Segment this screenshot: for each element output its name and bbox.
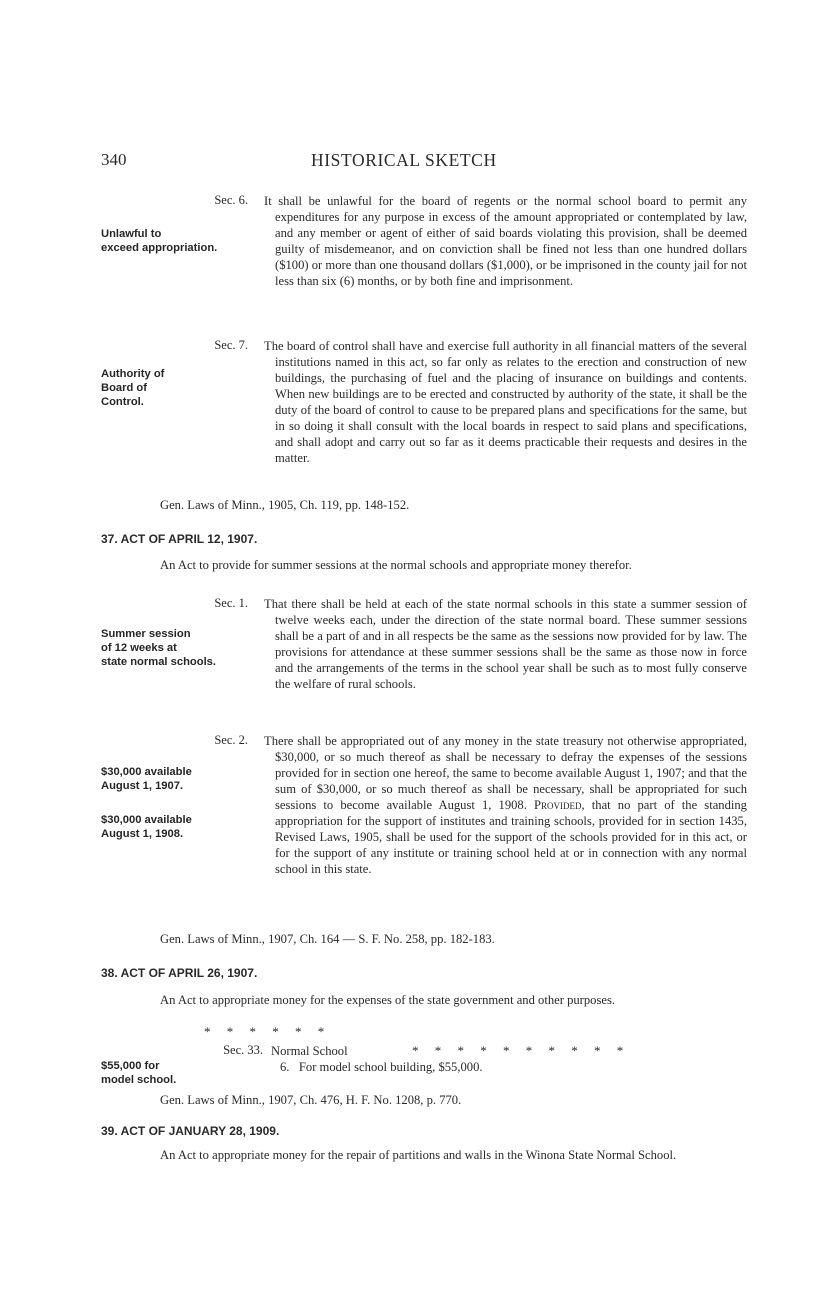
citation: Gen. Laws of Minn., 1905, Ch. 119, pp. 148-152. [160,498,410,512]
sec33-margin-note: $55,000 for model school. [101,1060,177,1086]
act-heading: 38. ACT OF APRIL 26, 1907. [101,966,258,980]
act-intro: An Act to appropriate money for the repair of partitions and walls in the Winona State Normal School. [160,1148,677,1162]
sec2-text: There shall be appropriated out of any money in the state treasury not otherwise appropriated, $30,000, or so much thereof as shall be necessary to defray the expenses of the sessions provided for in section one hereof, the same to become available August 1, 1907; and that the sum of $30,000, or so much thereof as shall be necessary, shall be appropriated for such sessions to become available August 1, 1908. Provided, that no part of the standing appropriation for the support of institutes and training schools, provided for in section 1435, Revised Laws, 1905, shall be used for the support of the schools provided for in this act, or for the support of any institute or training school held at or in connection with any normal school in this state. [264,734,747,876]
sec2-margin-note-1908: $30,000 available August 1, 1908. [101,814,192,840]
sec7-text: The board of control shall have and exercise full authority in all financial matters of the several institutions named in this act, so far only as relates to the erection and construction of new buildings, the purchasing of fuel and the placing of insurance on buildings and contents. When new buildings are to be erected and constructed by authority of the state, it shall be the duty of the board of control to cause to be prepared plans and specifications for the same, but in so doing it shall consult with the local boards in respect to said plans and specifications, and shall adopt and carry out so far as it deems practicable their requests and desires in the matter. [264,339,747,465]
sec1-label: Sec. 1. [214,596,248,610]
sec2-margin-note-1907: $30,000 available August 1, 1907. [101,766,192,792]
ellipsis-stars: * * * * * * [204,1024,325,1039]
citation: Gen. Laws of Minn., 1907, Ch. 164 — S. F. No. 258, pp. 182-183. [160,932,495,946]
sec33-name: Normal School [271,1044,348,1058]
sec7-margin-note: Authority of Board of Control. [101,368,165,408]
sec7-label: Sec. 7. [214,338,248,352]
sec1-text: That there shall be held at each of the state normal schools in this state a summer session of twelve weeks each, under the direction of the state normal board. These summer sessions shall be a part of and in all respects be the same as the sessions now provided for by law. The provisions for attendance at these summer sessions shall be the same as those now in force and the arrangements of the terms in the school year shall be such as to most fully conserve the welfare of rural schools. [264,597,747,691]
act-intro: An Act to appropriate money for the expenses of the state government and other purposes. [160,993,615,1007]
page-title: HISTORICAL SKETCH [311,150,497,170]
citation: Gen. Laws of Minn., 1907, Ch. 476, H. F. No. 1208, p. 770. [160,1093,462,1107]
sec1-margin-note: Summer session of 12 weeks at state normal schools. [101,628,217,668]
appropriation-item: 6. For model school building, $55,000. [280,1060,483,1074]
act-intro: An Act to provide for summer sessions at the normal schools and appropriate money therefor. [160,558,632,572]
ellipsis-stars: * * * * * * * * * * [412,1043,624,1058]
page-number: 340 [101,150,127,169]
sec6-label: Sec. 6. [214,193,248,207]
sec6-margin-note: Unlawful to exceed appropriation. [101,228,218,254]
sec6-text: It shall be unlawful for the board of regents or the normal school board to permit any expenditures for any purpose in excess of the amount appropriated or contemplated by law, and any member or agent of either of said boards violating this provision, shall be deemed guilty of misdemeanor, and on conviction shall be fined not less than one hundred dollars ($100) or more than one thousand dollars ($1,000), or be imprisoned in the county jail for not less than six (6) months, or by both fine and imprisonment. [264,194,747,288]
act-heading: 37. ACT OF APRIL 12, 1907. [101,532,258,546]
act-heading: 39. ACT OF JANUARY 28, 1909. [101,1124,280,1138]
sec33-label: Sec. 33. [223,1043,263,1057]
sec2-label: Sec. 2. [214,733,248,747]
